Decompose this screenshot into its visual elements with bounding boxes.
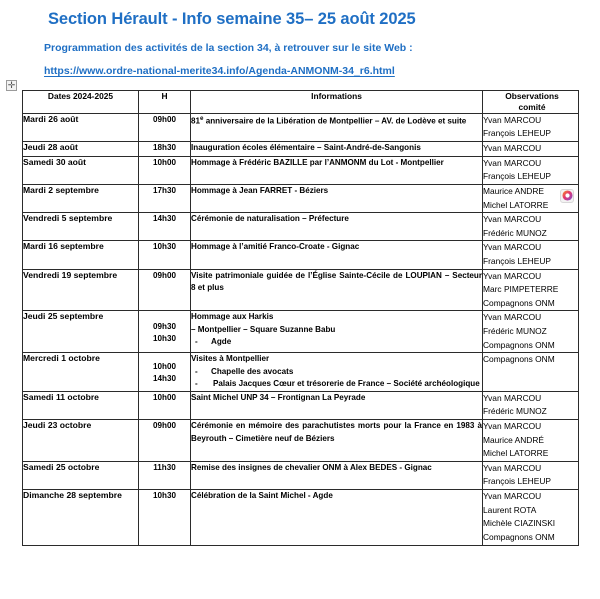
hour-value: 11h30	[153, 462, 176, 472]
hour-value: 17h30	[153, 185, 176, 195]
information-line: Visite patrimoniale guidée de l’Église Sainte-Cécile de LOUPIAN – Secteur 8 et plus	[191, 270, 482, 293]
information-line: Cérémonie en mémoire des parachutistes morts pour la France en 1983 à Beyrouth – Cimetière neuf de Béziers	[191, 421, 482, 443]
agenda-link-paragraph	[0, 54, 600, 78]
observation-name: Yvan MARCOU	[483, 143, 542, 154]
cell-informations	[191, 213, 483, 241]
cell-date: Jeudi 25 septembre	[23, 311, 139, 353]
hour-value: 09h30	[153, 321, 176, 331]
cell-date: Vendredi 5 septembre	[23, 213, 139, 241]
cell-hour	[139, 213, 191, 241]
table-row	[23, 213, 579, 241]
information-line: – Montpellier – Square Suzanne Babu	[191, 324, 336, 334]
cell-observations	[483, 461, 579, 489]
hour-value: 10h30	[153, 333, 176, 343]
observations-line-1: Observations	[505, 91, 559, 101]
table-body	[23, 113, 579, 545]
column-header-hour: H	[139, 91, 191, 114]
cell-date: Mardi 2 septembre	[23, 184, 139, 212]
observation-name: François LEHEUP	[483, 128, 551, 139]
cell-observations	[483, 113, 579, 141]
observation-name: Yvan MARCOU	[483, 270, 542, 281]
table-move-handle[interactable]: ✛	[7, 80, 16, 90]
observation-name: Yvan MARCOU	[483, 392, 542, 403]
information-line: Cérémonie de naturalisation – Préfecture	[191, 214, 349, 224]
information-line: Hommage à l’amitié Franco-Croate - Gignac	[191, 242, 360, 252]
hour-value: 09h00	[153, 114, 176, 124]
column-header-dates: Dates 2024-2025	[23, 91, 139, 114]
cell-informations	[191, 269, 483, 311]
cell-date: Samedi 11 octobre	[23, 391, 139, 419]
cell-hour	[139, 241, 191, 269]
hour-value: 10h30	[153, 242, 176, 252]
cell-date: Vendredi 19 septembre	[23, 269, 139, 311]
hour-value: 09h00	[153, 270, 176, 280]
observation-name: Compagnons ONM	[483, 531, 555, 542]
observation-name: Laurent ROTA	[483, 504, 537, 515]
table-row	[23, 490, 579, 545]
information-sub-item-label: Palais Jacques Cœur et trésorerie de France – Société archéologique	[213, 379, 480, 389]
observation-name: Yvan MARCOU	[483, 242, 542, 253]
table-row	[23, 142, 579, 157]
hour-value: 09h00	[153, 421, 176, 431]
page-title: Section Hérault - Info semaine 35– 25 août 2025	[48, 10, 416, 28]
information-line: Célébration de la Saint Michel - Agde	[191, 491, 333, 501]
observation-name: François LEHEUP	[483, 171, 551, 182]
hour-value: 10h00	[153, 157, 176, 167]
information-line: Inauguration écoles élémentaire – Saint-André-de-Sangonis	[191, 143, 421, 153]
cell-observations	[483, 269, 579, 311]
bullet-dash-icon: -	[195, 379, 198, 389]
cell-informations	[191, 391, 483, 419]
observation-name: Yvan MARCOU	[483, 421, 542, 432]
cell-hour	[139, 113, 191, 141]
cell-hour	[139, 142, 191, 157]
hour-value: 18h30	[153, 143, 176, 153]
table-row	[23, 391, 579, 419]
cell-observations	[483, 241, 579, 269]
hour-value: 14h30	[153, 214, 176, 224]
cell-observations	[483, 420, 579, 462]
header-row	[23, 91, 579, 114]
hour-value: 10h00	[153, 361, 176, 371]
table-header	[23, 91, 579, 114]
observations-line-2: comité	[518, 101, 546, 112]
document-header	[0, 0, 600, 78]
copilot-icon[interactable]	[560, 189, 574, 203]
observation-name: Yvan MARCOU	[483, 114, 542, 125]
information-sub-item-label: Agde	[211, 337, 232, 347]
cell-observations	[483, 353, 579, 392]
information-line: Hommage à Jean FARRET - Béziers	[191, 185, 329, 195]
hour-value: 14h30	[153, 374, 176, 383]
observation-name: Compagnons ONM	[483, 354, 555, 365]
cell-date: Dimanche 28 septembre	[23, 490, 139, 545]
cell-informations	[191, 353, 483, 392]
column-header-observations	[483, 91, 579, 114]
cell-hour	[139, 311, 191, 353]
information-sub-item	[191, 366, 482, 379]
cell-date: Jeudi 28 août	[23, 142, 139, 157]
observation-name: Michel LATORRE	[483, 448, 549, 459]
cell-date: Mercredi 1 octobre	[23, 353, 139, 392]
agenda-table	[22, 90, 579, 546]
cell-observations	[483, 391, 579, 419]
information-line: Visites à Montpellier	[191, 354, 270, 364]
cell-informations	[191, 113, 483, 141]
cell-informations	[191, 184, 483, 212]
information-line: Remise des insignes de chevalier ONM à Alex BEDES - Gignac	[191, 462, 432, 472]
observation-name: Frédéric MUNOZ	[483, 325, 547, 336]
observation-name: Yvan MARCOU	[483, 157, 542, 168]
cell-informations	[191, 142, 483, 157]
information-line: 81e anniversaire de la Libération de Montpellier – AV. de Lodève et suite	[191, 114, 467, 126]
cell-informations	[191, 311, 483, 353]
cell-observations	[483, 156, 579, 184]
cell-date: Samedi 25 octobre	[23, 461, 139, 489]
observation-name: François LEHEUP	[483, 476, 551, 487]
information-line: Hommage à Frédéric BAZILLE par l’ANMONM du Lot - Montpellier	[191, 157, 444, 167]
observation-name: Michel LATORRE	[483, 199, 549, 210]
hour-value: 10h30	[153, 491, 176, 501]
cell-observations	[483, 142, 579, 157]
cell-hour	[139, 490, 191, 545]
hour-value: 10h00	[153, 392, 176, 402]
column-header-informations: Informations	[191, 91, 483, 114]
information-line: Saint Michel UNP 34 – Frontignan La Peyrade	[191, 392, 366, 402]
cell-informations	[191, 420, 483, 462]
information-sub-item	[191, 336, 482, 349]
cell-informations	[191, 156, 483, 184]
cell-hour	[139, 184, 191, 212]
cell-informations	[191, 490, 483, 545]
observation-name: Yvan MARCOU	[483, 312, 542, 323]
agenda-website-link[interactable]: https://www.ordre-national-merite34.info/Agenda-ANMONM-34_r6.html	[44, 65, 395, 78]
cell-informations	[191, 241, 483, 269]
cell-observations	[483, 490, 579, 545]
cell-hour	[139, 269, 191, 311]
observation-name: Compagnons ONM	[483, 339, 555, 350]
observation-name: François LEHEUP	[483, 255, 551, 266]
table-row	[23, 156, 579, 184]
observation-name: Compagnons ONM	[483, 297, 555, 308]
observation-name: Maurice ANDRE	[483, 185, 544, 196]
table-row	[23, 269, 579, 311]
agenda-table-container	[22, 90, 578, 546]
cell-date: Jeudi 23 octobre	[23, 420, 139, 462]
bullet-dash-icon: -	[195, 366, 198, 376]
information-line: Hommage aux Harkis	[191, 312, 274, 322]
cell-hour	[139, 156, 191, 184]
cell-date: Mardi 16 septembre	[23, 241, 139, 269]
observation-name: Maurice ANDRÉ	[483, 434, 544, 445]
observation-name: Yvan MARCOU	[483, 214, 542, 225]
cell-hour	[139, 420, 191, 462]
cell-hour	[139, 461, 191, 489]
table-row	[23, 184, 579, 212]
observation-name: Michèle CIAZINSKI	[483, 518, 556, 529]
cell-observations	[483, 311, 579, 353]
table-row	[23, 420, 579, 462]
cell-hour	[139, 391, 191, 419]
table-row	[23, 241, 579, 269]
cell-observations	[483, 184, 579, 212]
observation-name: Yvan MARCOU	[483, 462, 542, 473]
cell-hour	[139, 353, 191, 392]
cell-date: Samedi 30 août	[23, 156, 139, 184]
cell-informations	[191, 461, 483, 489]
table-row	[23, 311, 579, 353]
observation-name: Frédéric MUNOZ	[483, 227, 547, 238]
cell-date: Mardi 26 août	[23, 113, 139, 141]
information-sub-item	[191, 378, 482, 391]
observation-name: Frédéric MUNOZ	[483, 406, 547, 417]
table-row	[23, 113, 579, 141]
bullet-dash-icon: -	[195, 337, 198, 347]
cell-observations	[483, 213, 579, 241]
page-subtitle: Programmation des activités de la section 34, à retrouver sur le site Web :	[44, 41, 413, 54]
observation-name: Yvan MARCOU	[483, 491, 542, 502]
observation-name: Marc PIMPETERRE	[483, 284, 559, 295]
table-row	[23, 461, 579, 489]
table-row	[23, 353, 579, 392]
information-sub-item-label: Chapelle des avocats	[211, 366, 294, 376]
